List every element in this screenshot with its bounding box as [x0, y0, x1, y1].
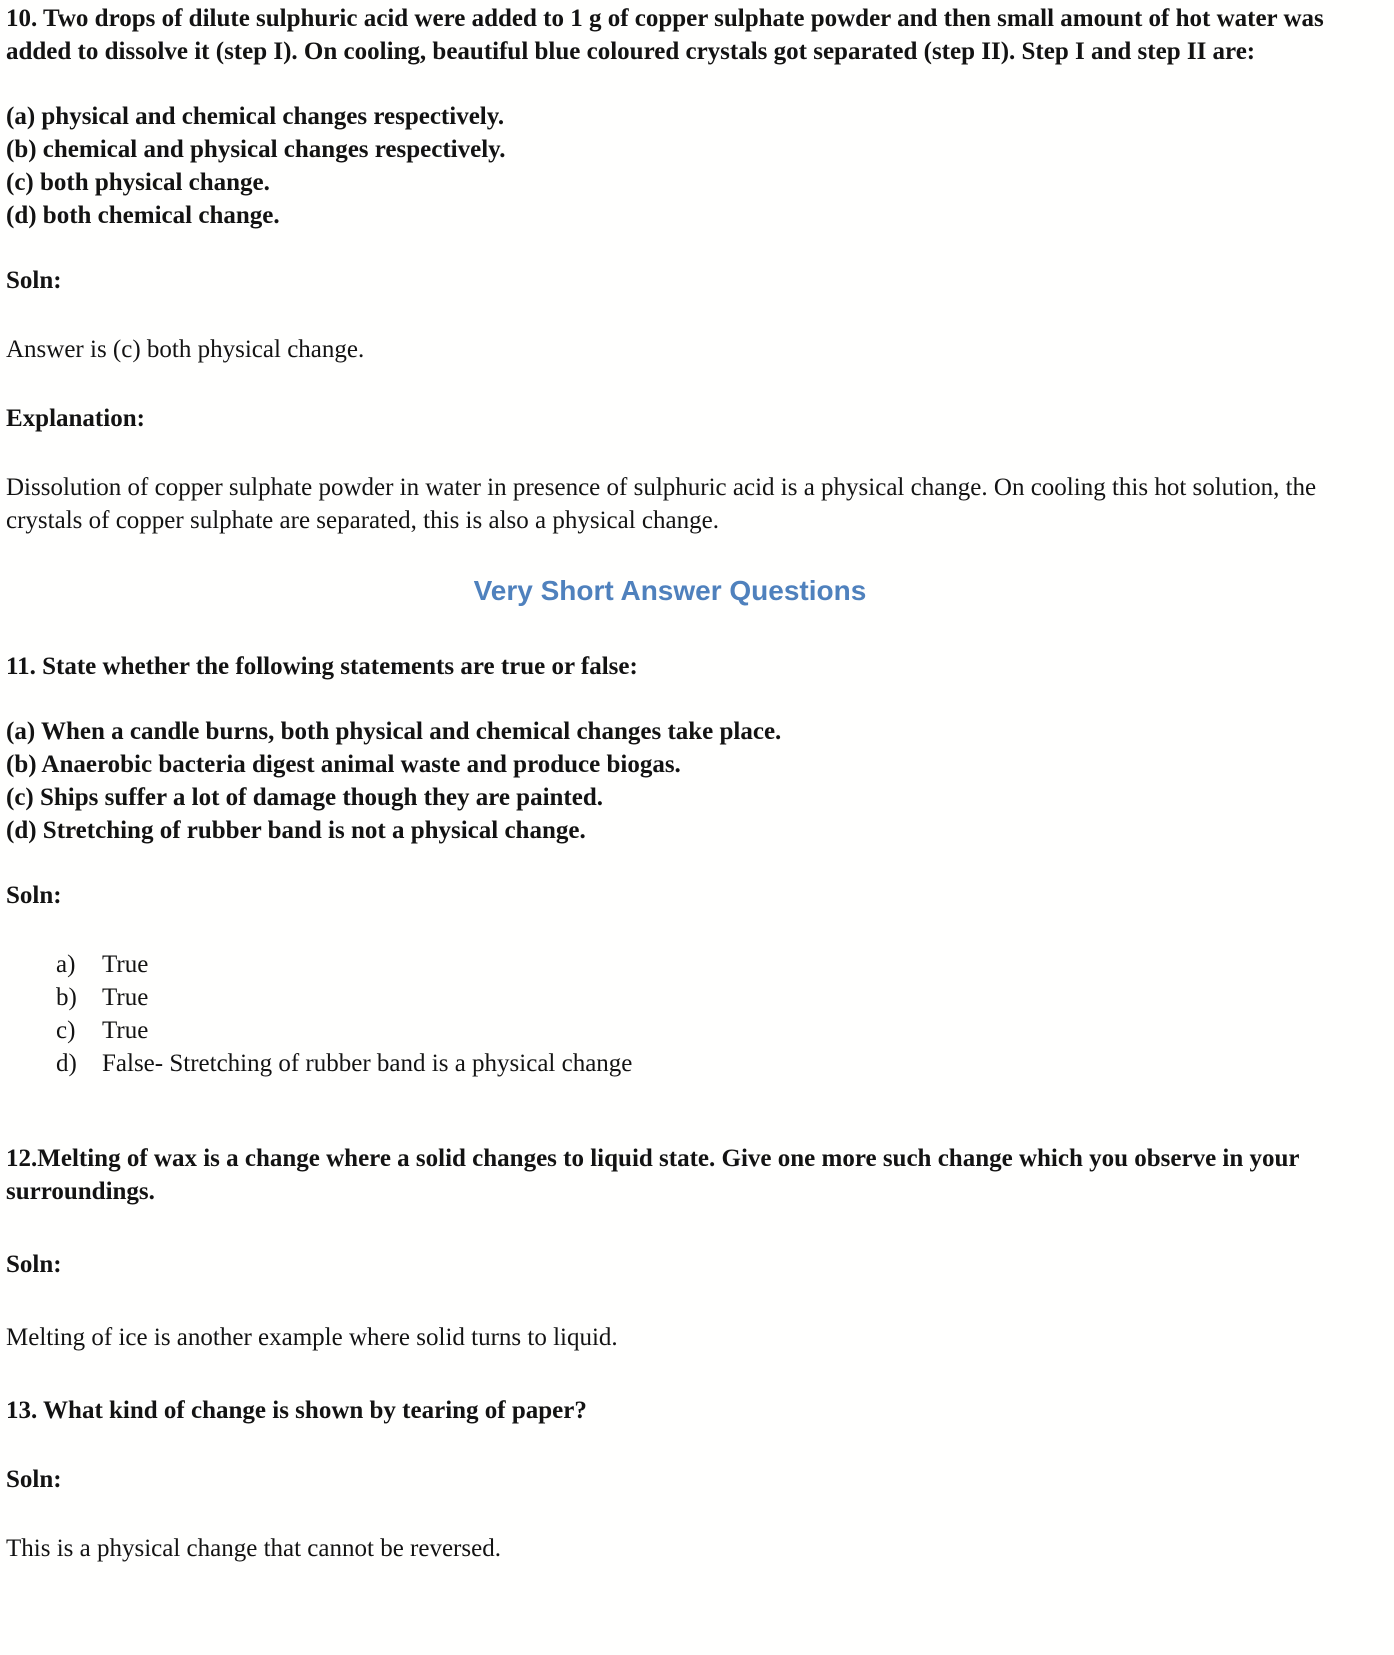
answer-value: True	[102, 950, 149, 978]
option-c: (c) both physical change.	[6, 169, 270, 196]
answer-value: True	[102, 1016, 149, 1044]
answer-q13: This is a physical change that cannot be reversed.	[6, 1534, 501, 1562]
question-13-text: 13. What kind of change is shown by tearing of paper?	[6, 1396, 587, 1424]
statement-d: (d) Stretching of rubber band is not a physical change.	[6, 816, 586, 844]
question-10-options	[6, 100, 1334, 232]
soln-label-q13: Soln:	[6, 1465, 62, 1493]
answer-marker: a)	[56, 950, 76, 978]
soln-label-q12: Soln:	[6, 1250, 62, 1278]
question-12-text: 12.Melting of wax is a change where a solid changes to liquid state. Give one more such change which you observe in your surroundings.	[6, 1144, 1300, 1205]
answer-marker: b)	[56, 983, 77, 1011]
answer-q12: Melting of ice is another example where solid turns to liquid.	[6, 1323, 618, 1351]
section-heading: Very Short Answer Questions	[473, 575, 867, 606]
option-a: (a) physical and chemical changes respectively.	[6, 103, 505, 130]
answer-marker: c)	[56, 1016, 76, 1044]
answer-item	[6, 1047, 1334, 1080]
answer-list-q11	[6, 948, 1334, 1080]
answer-value: True	[102, 983, 149, 1011]
question-11-statements	[6, 715, 1334, 847]
statement-c: (c) Ships suffer a lot of damage though they are painted.	[6, 783, 604, 811]
explanation-label-q10: Explanation:	[6, 405, 145, 432]
soln-label-q11: Soln:	[6, 881, 62, 909]
answer-item	[6, 1014, 1334, 1047]
explanation-text-q10: Dissolution of copper sulphate powder in water in presence of sulphuric acid is a physical change. On cooling this hot solution, the crystals of copper sulphate are separated, this is also a physical change.	[6, 474, 1317, 534]
option-d: (d) both chemical change.	[6, 202, 280, 229]
answer-value: False- Stretching of rubber band is a physical change	[102, 1049, 633, 1077]
answer-item	[6, 948, 1334, 981]
question-11-text: 11. State whether the following statements are true or false:	[6, 652, 638, 680]
statement-b: (b) Anaerobic bacteria digest animal waste and produce biogas.	[6, 750, 681, 778]
option-b: (b) chemical and physical changes respectively.	[6, 136, 506, 163]
answer-q10: Answer is (c) both physical change.	[6, 336, 365, 363]
soln-label-q10: Soln:	[6, 267, 62, 294]
answer-marker: d)	[56, 1049, 77, 1077]
answer-item	[6, 981, 1334, 1014]
statement-a: (a) When a candle burns, both physical and chemical changes take place.	[6, 717, 782, 745]
question-10-text: 10. Two drops of dilute sulphuric acid were added to 1 g of copper sulphate powder and then small amount of hot water was added to dissolve it (step I). On cooling, beautiful blue coloured crystals got separated (step II). Step I and step II are:	[6, 5, 1324, 65]
